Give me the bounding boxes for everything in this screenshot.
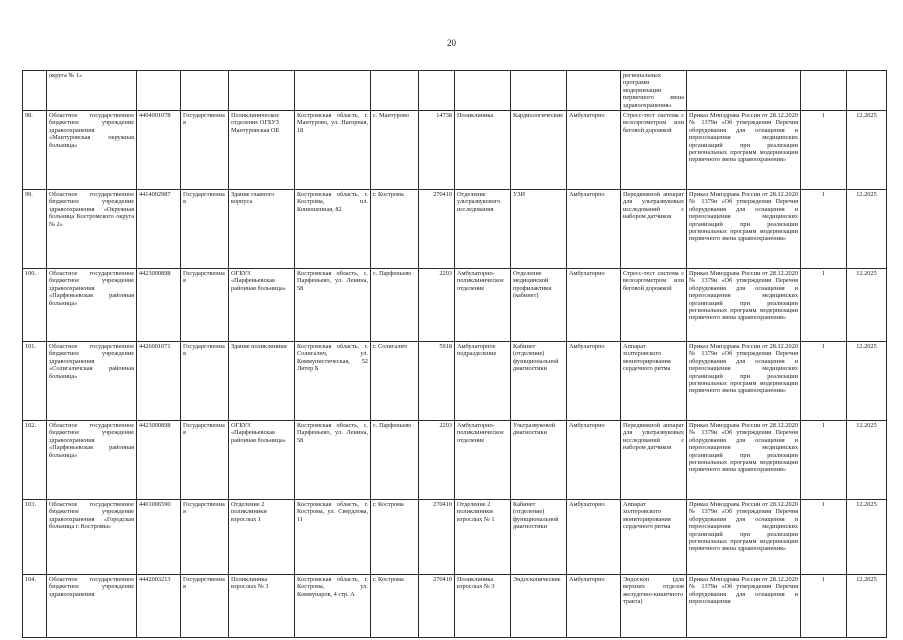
room-cell: Кардиологические — [511, 111, 567, 190]
address-cell: Костромская область, с. Парфеньево, ул. Ленина, 58 — [295, 269, 371, 342]
care-form-cell: Амбулаторно — [567, 111, 621, 190]
locality-cell: с. Парфеньево — [371, 421, 419, 500]
equipment-cell: Аппарат холтеровского мониторирования сердечного ритма — [621, 342, 687, 421]
equipment-cell: Стресс-тест система с велоэргометром или беговой дорожкой — [621, 269, 687, 342]
inn-cell: 4401006590 — [137, 500, 181, 575]
inn-cell: 4404001078 — [137, 111, 181, 190]
regulatory-order-cell: Приказ Минздрава России от 28.12.2020 № 1379н «Об утверждении Перечня оборудования для оснащения и переоснащения медицинских организаций при реализации региональных программ модернизации первичного звена здравоохранения» — [687, 190, 801, 269]
equipment-cell: Аппарат холтеровского мониторирования сердечного ритма — [621, 500, 687, 575]
equipment-cell: Эндоскоп (для верхних отделов желудочно-кишечного тракта) — [621, 575, 687, 638]
row-number-cell: 101. — [23, 342, 47, 421]
room-cell: Отделение медицинской профилактики (кабинет) — [511, 269, 567, 342]
table-row — [23, 575, 887, 638]
equipment-cell: Передвижной аппарат для ультразвуковых исследований с набором датчиков — [621, 190, 687, 269]
deadline-cell: 12.2025 — [847, 342, 887, 421]
table-row — [23, 111, 887, 190]
regulatory-order-cell: Приказ Минздрава России от 28.12.2020 № 1379н «Об утверждении Перечня оборудования для оснащения и переоснащения медицинских организаций при реализации региональных программ модернизации первичного звена здравоохранения» — [687, 269, 801, 342]
room-cell: Эндоскопические — [511, 575, 567, 638]
ownership-cell: Государственная — [181, 190, 229, 269]
table-row — [23, 421, 887, 500]
subdivision-cell: Здание поликлиники — [229, 342, 295, 421]
deadline-cell: 12.2025 — [847, 269, 887, 342]
organization-name-cell: Областное государственное бюджетное учреждение здравоохранения — [47, 575, 137, 638]
department-cell: Отделение ультразвукового исследования — [455, 190, 511, 269]
regulatory-order-cell: Приказ Минздрава России от 28.12.2020 № 1379н «Об утверждении Перечня оборудования для оснащения и переоснащения медицинских организаций при реализации региональных программ модернизации первичного звена здравоохранения» — [687, 421, 801, 500]
department-cell: Амбулаторно-поликлиническое отделение — [455, 269, 511, 342]
inn-cell: 4423000898 — [137, 269, 181, 342]
quantity-cell: 1 — [801, 269, 847, 342]
locality-cell: с. Мантурово — [371, 111, 419, 190]
table-row — [23, 269, 887, 342]
quantity-cell: 1 — [801, 500, 847, 575]
organization-name-cell: Областное государственное бюджетное учреждение здравоохранения «Солигаличская районная больница» — [47, 342, 137, 421]
regulatory-order-cell: Приказ Минздрава России от 28.12.2020 № 1379н «Об утверждении Перечня оборудования для оснащения и переоснащения медицинских организаций при реализации региональных программ модернизации первичного звена здравоохранения» — [687, 500, 801, 575]
inn-cell: 4442003213 — [137, 575, 181, 638]
regulatory-order-cell: Приказ Минздрава России от 28.12.2020 № 1379н «Об утверждении Перечня оборудования для оснащения и переоснащения — [687, 575, 801, 638]
care-form-cell: Амбулаторно — [567, 421, 621, 500]
oktmo-cell: 2203 — [419, 269, 455, 342]
deadline-cell: 12.2025 — [847, 575, 887, 638]
row-number-cell: 100. — [23, 269, 47, 342]
oktmo-cell: 270410 — [419, 575, 455, 638]
subdivision-cell: Поликлиника взрослых № 3 — [229, 575, 295, 638]
organization-name-cell: Областное государственное бюджетное учреждение здравоохранения «Парфеньевская районная больница» — [47, 269, 137, 342]
room-cell: Ультразвуковой диагностики — [511, 421, 567, 500]
row-number-cell — [23, 71, 47, 111]
organization-name-cell: Областное государственное бюджетное учреждение здравоохранения «Мантуровская окружная больница» — [47, 111, 137, 190]
row-number-cell: 104. — [23, 575, 47, 638]
equipment-cell: Стресс-тест система с велоэргометром или беговой дорожкой — [621, 111, 687, 190]
care-form-cell: Амбулаторно — [567, 269, 621, 342]
address-cell: Костромская область, г. Солигалич, ул. Коммунистическая, 52 Литер Б — [295, 342, 371, 421]
department-cell: Отделение 2 поликлиники взрослых № 1 — [455, 500, 511, 575]
address-cell: Костромская область, г. Кострома, ул. Коммунаров, 4 стр. А — [295, 575, 371, 638]
locality-cell: г. Кострома — [371, 575, 419, 638]
address-cell: Костромская область, с. Парфеньево, ул. Ленина, 58 — [295, 421, 371, 500]
address-cell: Костромская область, г. Кострома, ул. Свердлова, 11 — [295, 500, 371, 575]
care-form-cell: Амбулаторно — [567, 500, 621, 575]
quantity-cell: 1 — [801, 421, 847, 500]
locality-cell: с. Парфеньево — [371, 269, 419, 342]
inn-cell: 4423000898 — [137, 421, 181, 500]
ownership-cell: Государственная — [181, 500, 229, 575]
ownership-cell: Государственная — [181, 269, 229, 342]
inn-cell: 4414002987 — [137, 190, 181, 269]
address-cell: Костромская область, г. Кострома, пл. Конюшенная, 82 — [295, 190, 371, 269]
address-cell: Костромская область, г. Мантурово, ул. Нагорная, 18 — [295, 111, 371, 190]
table-row-continuation — [23, 71, 887, 111]
page-number: 20 — [447, 38, 456, 48]
ownership-cell: Государственная — [181, 342, 229, 421]
regulatory-order-cell: Приказ Минздрава России от 28.12.2020 № 1379н «Об утверждении Перечня оборудования для оснащения и переоснащения медицинских организаций при реализации региональных программ модернизации первичного звена здравоохранения» — [687, 342, 801, 421]
oktmo-cell: 270410 — [419, 500, 455, 575]
inn-cell: 4426001071 — [137, 342, 181, 421]
subdivision-cell: ОГБУЗ «Парфеньевская районная больница» — [229, 421, 295, 500]
regulatory-order-cell: региональных программ модернизации первичного звена здравоохранения» — [621, 71, 687, 111]
quantity-cell: 1 — [801, 190, 847, 269]
table-row — [23, 342, 887, 421]
quantity-cell: 1 — [801, 575, 847, 638]
department-cell: Амбулаторное подразделение — [455, 342, 511, 421]
regulatory-order-cell: Приказ Минздрава России от 28.12.2020 № 1379н «Об утверждении Перечня оборудования для оснащения и переоснащения медицинских организаций при реализации региональных программ модернизации первичного звена здравоохранения» — [687, 111, 801, 190]
equipment-cell: Передвижной аппарат для ультразвуковых исследований с набором датчиков — [621, 421, 687, 500]
equipment-register-table — [22, 70, 887, 638]
ownership-cell: Государственная — [181, 575, 229, 638]
locality-cell: г. Кострома — [371, 190, 419, 269]
row-number-cell: 98. — [23, 111, 47, 190]
locality-cell: г. Кострома — [371, 500, 419, 575]
deadline-cell: 12.2025 — [847, 111, 887, 190]
oktmo-cell: 270410 — [419, 190, 455, 269]
deadline-cell: 12.2025 — [847, 421, 887, 500]
oktmo-cell: 5918 — [419, 342, 455, 421]
ownership-cell: Государственная — [181, 421, 229, 500]
deadline-cell: 12.2025 — [847, 500, 887, 575]
row-number-cell: 103. — [23, 500, 47, 575]
oktmo-cell: 14738 — [419, 111, 455, 190]
room-cell: УЗИ — [511, 190, 567, 269]
table-row — [23, 500, 887, 575]
subdivision-cell: Отделение 2 поликлиники взрослых 1 — [229, 500, 295, 575]
subdivision-cell: Поликлиническое отделение ОГБУЗ Мантуровская ОБ — [229, 111, 295, 190]
ownership-cell: Государственная — [181, 111, 229, 190]
organization-name-cell: округа № 1» — [47, 71, 137, 111]
organization-name-cell: Областное государственное бюджетное учреждение здравоохранения «Окружная больница Костромского округа № 2» — [47, 190, 137, 269]
department-cell: Поликлиника — [455, 111, 511, 190]
oktmo-cell: 2203 — [419, 421, 455, 500]
row-number-cell: 102. — [23, 421, 47, 500]
row-number-cell: 99. — [23, 190, 47, 269]
subdivision-cell: ОГБУЗ «Парфеньевская районная больница» — [229, 269, 295, 342]
room-cell: Кабинет (отделение) функциональной диагностики — [511, 342, 567, 421]
deadline-cell: 12.2025 — [847, 190, 887, 269]
subdivision-cell: Здание главного корпуса — [229, 190, 295, 269]
room-cell: Кабинет (отделение) функциональной диагностики — [511, 500, 567, 575]
organization-name-cell: Областное государственное бюджетное учреждение здравоохранения «Парфеньевская районная больница» — [47, 421, 137, 500]
department-cell: Амбулаторно-поликлиническое отделение — [455, 421, 511, 500]
care-form-cell: Амбулаторно — [567, 190, 621, 269]
locality-cell: г. Солигалич — [371, 342, 419, 421]
department-cell: Поликлиника взрослых № 3 — [455, 575, 511, 638]
quantity-cell: 1 — [801, 342, 847, 421]
table-row — [23, 190, 887, 269]
care-form-cell: Амбулаторно — [567, 575, 621, 638]
organization-name-cell: Областное государственное бюджетное учреждение здравоохранения «Городская больница г. Костромы» — [47, 500, 137, 575]
quantity-cell: 1 — [801, 111, 847, 190]
care-form-cell: Амбулаторно — [567, 342, 621, 421]
